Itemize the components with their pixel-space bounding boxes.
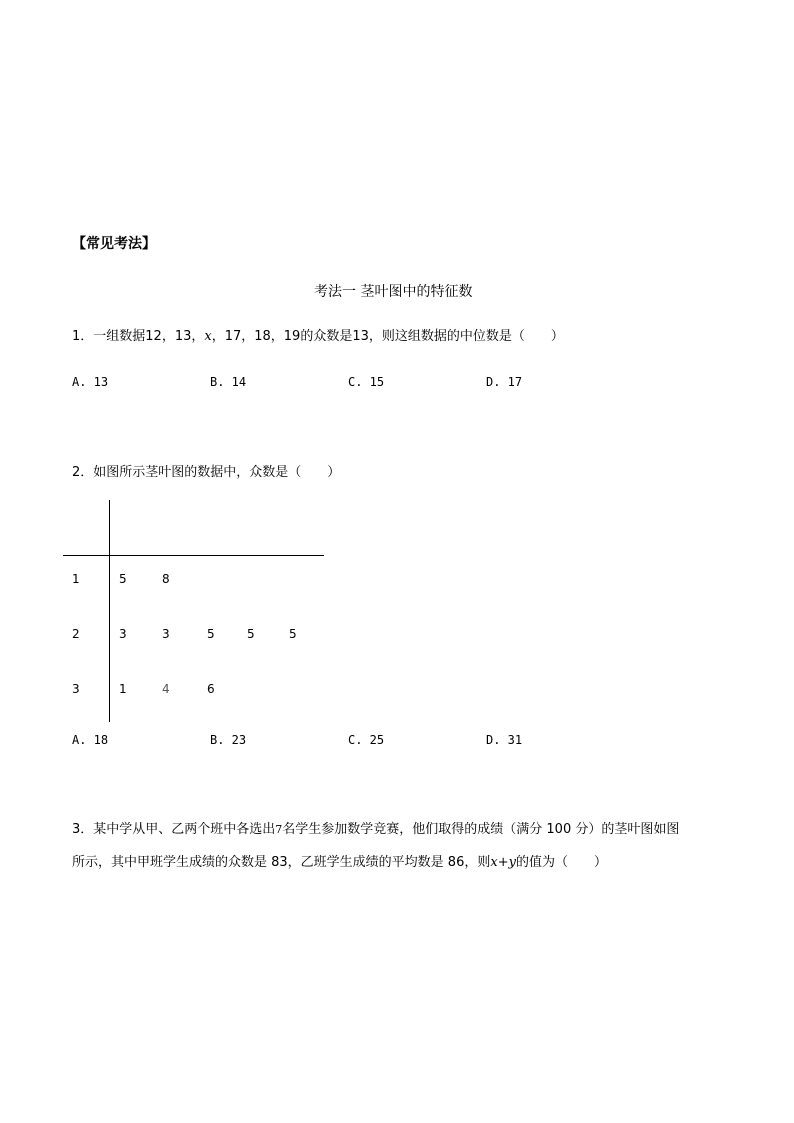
question-1-suffix: ，17，18，19的众数是13，则这组数据的中位数是（ ） — [211, 329, 564, 344]
question-3-line-2 — [72, 855, 607, 871]
leaf-3-3: 6 — [207, 682, 215, 696]
stem-2: 2 — [72, 627, 80, 641]
question-3-line-2-b: 的值为（ ） — [515, 855, 607, 870]
question-3-line-1-a: 3．某中学从甲、乙两个班中各选出 — [72, 822, 276, 837]
stem-leaf-horizontal-line — [63, 555, 324, 556]
question-2-option-c[interactable]: C. 25 — [348, 733, 385, 747]
leaf-3-1: 1 — [119, 682, 127, 696]
question-3-line-1 — [72, 822, 679, 838]
question-1-option-d[interactable]: D. 17 — [486, 375, 523, 389]
leaf-1-2: 8 — [162, 572, 170, 586]
leaf-2-3: 5 — [207, 627, 215, 641]
leaf-2-4: 5 — [247, 627, 255, 641]
leaf-2-2: 3 — [162, 627, 170, 641]
question-2-option-b[interactable]: B. 23 — [210, 733, 247, 747]
question-1-option-a[interactable]: A. 13 — [72, 375, 109, 389]
question-3-line-1-b: 名学生参加数学竞赛，他们取得的成绩（满分 100 分）的茎叶图如图 — [282, 822, 680, 837]
question-1-variable: x — [204, 329, 212, 344]
leaf-1-1: 5 — [119, 572, 127, 586]
question-1-option-b[interactable]: B. 14 — [210, 375, 247, 389]
leaf-2-5: 5 — [289, 627, 297, 641]
question-3-student-count: 7 — [275, 823, 283, 836]
question-1-prefix: 1．一组数据12，13， — [72, 329, 205, 344]
leaf-2-1: 3 — [119, 627, 127, 641]
question-2-option-d[interactable]: D. 31 — [486, 733, 523, 747]
stem-1: 1 — [72, 572, 80, 586]
question-2-option-a[interactable]: A. 18 — [72, 733, 109, 747]
leaf-3-2: 4 — [162, 682, 170, 696]
question-1-option-c[interactable]: C. 15 — [348, 375, 385, 389]
question-2-text: 2．如图所示茎叶图的数据中，众数是（ ） — [72, 465, 341, 480]
question-3-line-2-a: 所示，其中甲班学生成绩的众数是 83，乙班学生成绩的平均数是 86，则 — [72, 855, 491, 870]
stem-leaf-vertical-line — [109, 500, 110, 722]
method-title: 考法一 茎叶图中的特征数 — [314, 284, 473, 300]
question-1-text — [72, 329, 564, 345]
section-heading: 【常见考法】 — [72, 236, 156, 252]
stem-3: 3 — [72, 682, 80, 696]
question-3-expression: x+y — [490, 855, 516, 870]
